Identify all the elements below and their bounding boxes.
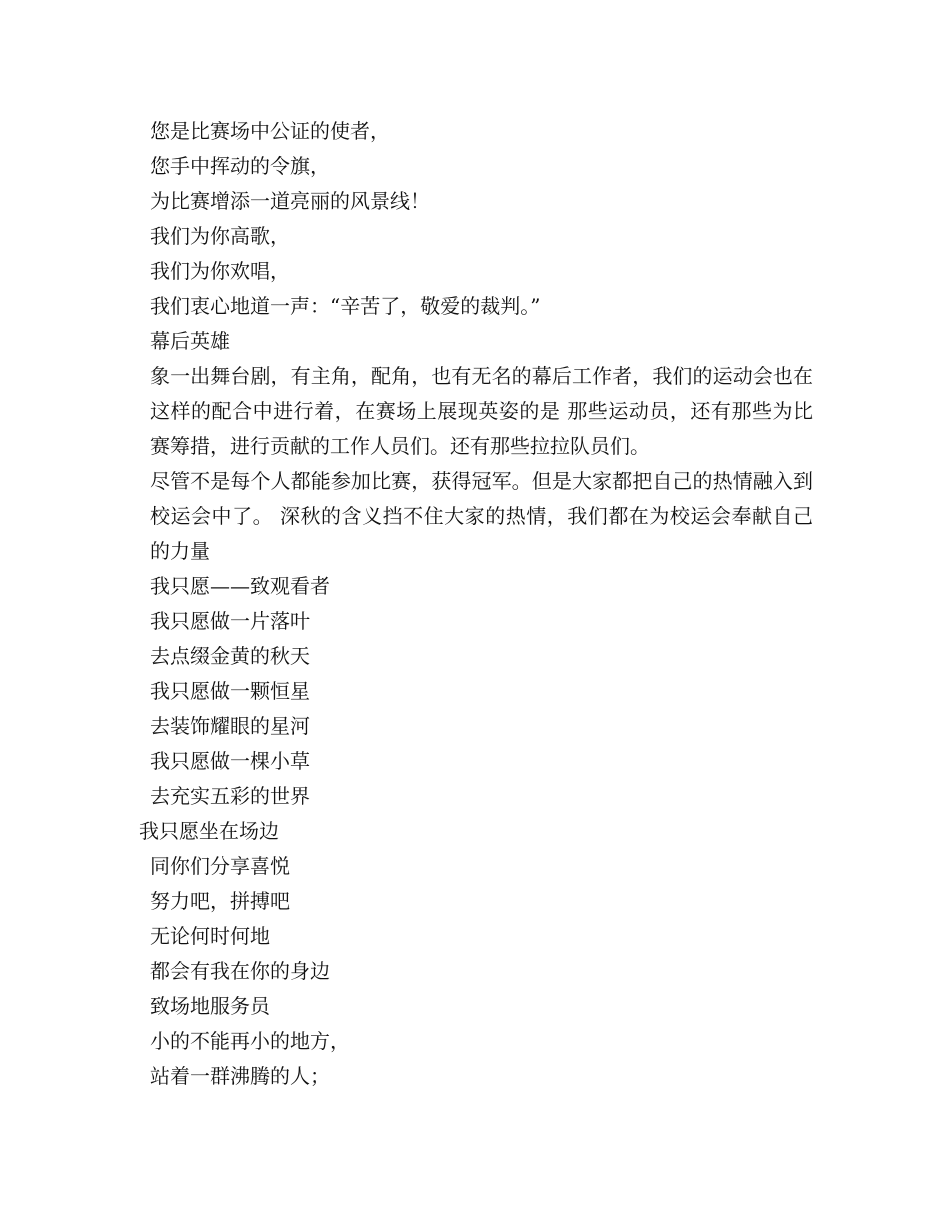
poem-line: 我只愿做一片落叶 xyxy=(150,609,310,633)
poem-title: 致场地服务员 xyxy=(150,994,270,1018)
paragraph-text: 尽管不是每个人都能参加比赛，获得冠军。但是大家都把自己的热情融入到校运会中了。 深秋的含义挡不住大家的热情，我们都在为校运会奉献自己的力量 xyxy=(150,469,813,563)
poem-line: 我只愿坐在场边 xyxy=(139,819,279,843)
document-body xyxy=(139,114,813,1094)
paragraph-text: 象一出舞台剧，有主角，配角，也有无名的幕后工作者，我们的运动会也在这样的配合中进行着，在赛场上展现英姿的是 那些运动员，还有那些为比赛筹措，进行贡献的工作人员们。还有那些拉拉队员们。 xyxy=(150,364,813,458)
section-heading: 幕后英雄 xyxy=(150,329,230,353)
poem-line: 都会有我在你的身边 xyxy=(150,959,330,983)
paragraph xyxy=(139,359,813,464)
poem-line: 去充实五彩的世界 xyxy=(150,784,310,808)
poem-line: 无论何时何地 xyxy=(150,924,270,948)
poem-line: 我只愿做一棵小草 xyxy=(150,749,310,773)
text-line: 您是比赛场中公证的使者， xyxy=(150,119,390,143)
poem-line: 去装饰耀眼的星河 xyxy=(150,714,310,738)
text-line: 为比赛增添一道亮丽的风景线！ xyxy=(150,189,430,213)
poem-line: 去点缀金黄的秋天 xyxy=(150,644,310,668)
poem-title: 我只愿——致观看者 xyxy=(150,574,330,598)
poem-line: 小的不能再小的地方， xyxy=(150,1029,350,1053)
text-line: 我们衷心地道一声：“辛苦了，敬爱的裁判。” xyxy=(150,294,541,318)
paragraph xyxy=(139,464,813,569)
poem-line: 我只愿做一颗恒星 xyxy=(150,679,310,703)
text-line: 我们为你高歌， xyxy=(150,224,290,248)
poem-line: 努力吧，拼搏吧 xyxy=(150,889,290,913)
poem-line: 同你们分享喜悦 xyxy=(150,854,290,878)
text-line: 我们为你欢唱， xyxy=(150,259,290,283)
poem-line: 站着一群沸腾的人； xyxy=(150,1064,330,1088)
text-line: 您手中挥动的令旗， xyxy=(150,154,330,178)
